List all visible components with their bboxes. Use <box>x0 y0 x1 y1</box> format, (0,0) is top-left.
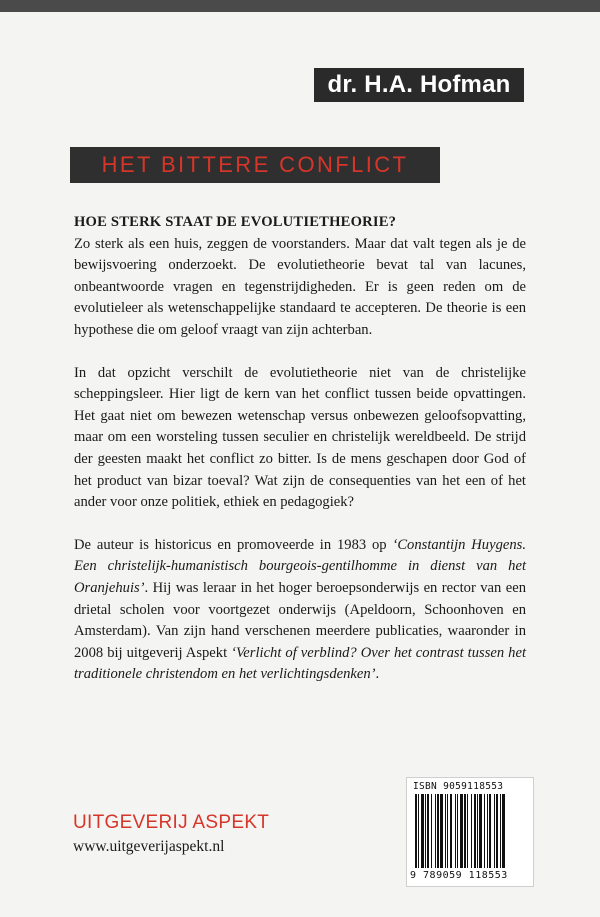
barcode-bar <box>418 794 419 868</box>
barcode-bar <box>502 794 505 868</box>
barcode-bar <box>415 794 417 868</box>
barcode-bar <box>467 794 468 868</box>
bio-text-1: De auteur is historicus en promoveerde in 1983 op <box>74 536 393 553</box>
blurb-heading: HOE STERK STAAT DE EVOLUTIETHEORIE? <box>74 214 397 230</box>
barcode-icon <box>415 794 527 868</box>
barcode-bar <box>489 794 491 868</box>
publisher-name: UITGEVERIJ ASPEKT <box>73 812 270 833</box>
barcode-bar <box>455 794 456 868</box>
barcode-bar <box>471 794 472 868</box>
barcode-bar <box>431 794 432 868</box>
bio-text-3: . <box>375 666 380 683</box>
ean-digits: 9 789059 118553 <box>410 870 508 881</box>
barcode-bar <box>457 794 458 868</box>
barcode-bar <box>487 794 488 868</box>
barcode-bar <box>464 794 466 868</box>
bio-text-2: . Hij was leraar in het hoger beroepsonderwijs en rector van een drietal scholen voor voortgezet onderwijs (Apeldoorn, Schoonhoven en Amsterdam). Van zijn hand verschenen meerdere publicaties, waaronder in 2008 bij uitgeverij Aspekt <box>74 579 526 661</box>
barcode-bar <box>421 794 424 868</box>
publisher-website: www.uitgeverijaspekt.nl <box>73 838 225 855</box>
author-name: dr. H.A. Hofman <box>314 68 524 102</box>
barcode-bar <box>494 794 495 868</box>
blurb-text <box>74 212 526 686</box>
book-title: HET BITTERE CONFLICT <box>70 147 440 183</box>
barcode-bar <box>447 794 448 868</box>
isbn-label: ISBN 9059118553 <box>413 781 504 792</box>
barcode-bar <box>500 794 501 868</box>
barcode-bar <box>474 794 476 868</box>
barcode-bar <box>479 794 482 868</box>
top-edge-band <box>0 0 600 12</box>
barcode-panel <box>406 777 534 887</box>
dissertation-title: ‘Constantijn Huygens. Een christelijk-humanistisch bourgeois-gentilhomme in dienst van het Oranjehuis’ <box>74 536 526 596</box>
barcode-bar <box>460 794 463 868</box>
barcode-bar <box>435 794 436 868</box>
barcode-bar <box>437 794 439 868</box>
barcode-bar <box>425 794 426 868</box>
barcode-bar <box>496 794 498 868</box>
barcode-bar <box>450 794 452 868</box>
blurb-paragraph-2: In dat opzicht verschilt de evolutietheorie niet van de christelijke scheppingsleer. Hier ligt de kern van het conflict tussen beide opvattingen. Het gaat niet om bewezen wetenschap versus onbewezen geloofsopvatting, maar om een worsteling tussen seculier en christelijk wereldbeeld. De strijd der geesten maakt het conflict zo bitter. Is de mens geschapen door God of het product van bizar toeval? Wat zijn de consequenties van het een of het ander voor onze politiek, ethiek en pedagogiek? <box>74 364 526 511</box>
barcode-bar <box>484 794 485 868</box>
barcode-bar <box>477 794 478 868</box>
author-bio-paragraph <box>74 535 526 686</box>
barcode-bar <box>440 794 443 868</box>
barcode-bar <box>445 794 446 868</box>
barcode-bar <box>427 794 429 868</box>
blurb-paragraph-1: Zo sterk als een huis, zeggen de voorstanders. Maar dat valt tegen als je de bewijsvoering onderzoekt. De evolutietheorie bevat tal van lacunes, onbeantwoorde vragen en tegenstrijdigheden. Er is geen reden om de evolutieleer als wetenschappelijke standaard te accepteren. De theorie is een hypothese die om geloof vraagt van zijn achterban. <box>74 235 526 338</box>
publication-title: ‘Verlicht of verblind? Over het contrast tussen het traditionele christendom en het verlichtingsdenken’ <box>74 644 526 683</box>
